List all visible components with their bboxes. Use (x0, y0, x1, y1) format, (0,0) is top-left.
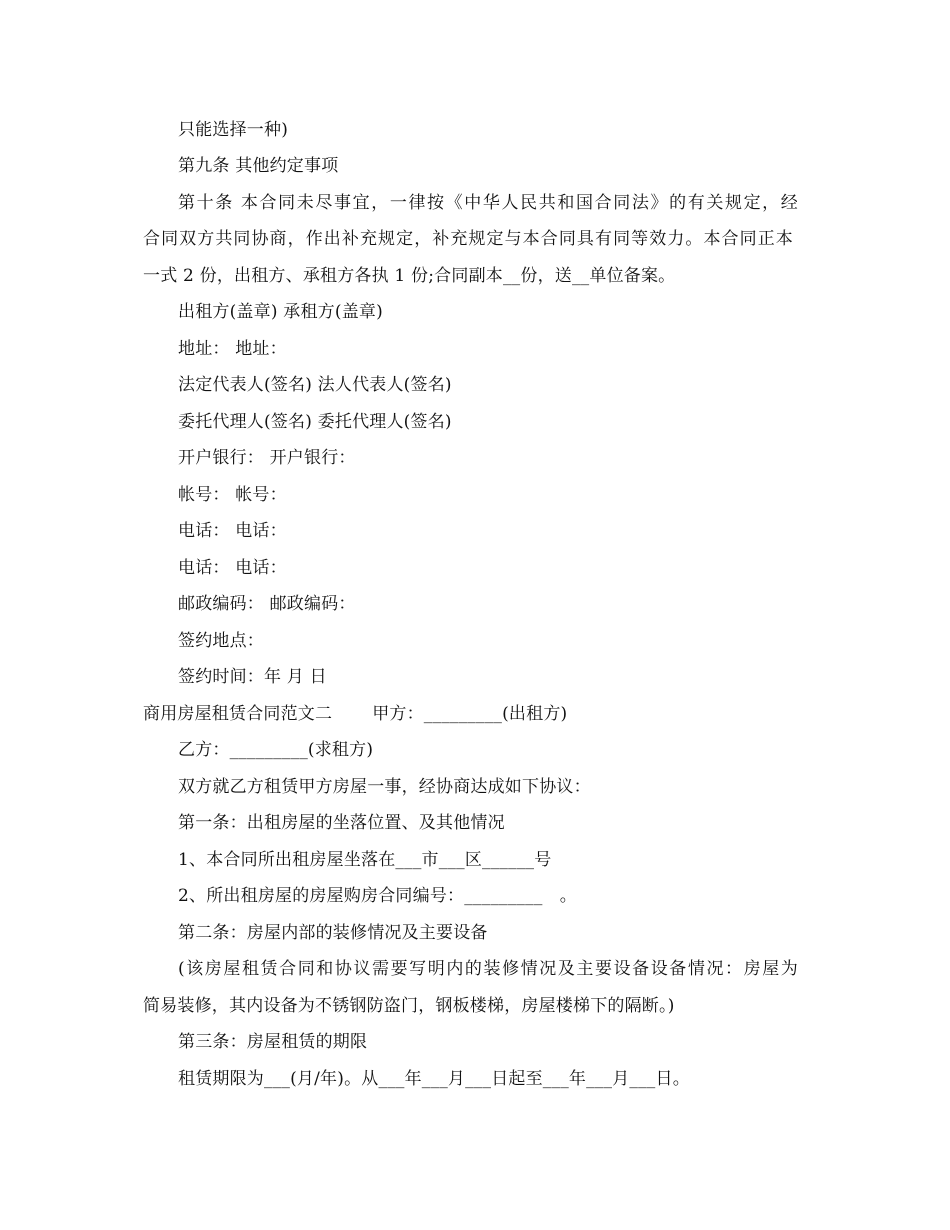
article-1-heading: 第一条：出租房屋的坐落位置、及其他情况 (178, 813, 505, 833)
paragraph-continuation: 简易装修，其内设备为不锈钢防盗门，钢板楼梯，房屋楼梯下的隔断。) (143, 996, 675, 1016)
bank-line: 开户银行： 开户银行： (178, 448, 356, 468)
article-2-heading: 第二条：房屋内部的装修情况及主要设备 (178, 923, 488, 943)
list-item: 1、本合同所出租房屋坐落在___市___区______号 (178, 850, 552, 870)
postal-code-line: 邮政编码： 邮政编码： (178, 594, 356, 614)
phone-line: 电话： 电话： (178, 521, 287, 541)
agreement-intro: 双方就乙方租赁甲方房屋一事，经协商达成如下协议： (178, 777, 591, 797)
signing-place-line: 签约地点： (178, 631, 264, 651)
address-line: 地址： 地址： (178, 339, 287, 359)
article-9-heading: 第九条 其他约定事项 (178, 156, 339, 176)
list-item: 2、所出租房屋的房屋购房合同编号：_________ 。 (178, 886, 577, 906)
lease-term-line: 租赁期限为___(月/年)。从___年___月___日起至___年___月___日。 (178, 1069, 690, 1089)
article-3-heading: 第三条：房屋租赁的期限 (178, 1032, 368, 1052)
phone-line: 电话： 电话： (178, 558, 287, 578)
party-b-line: 乙方：_________(求租方) (178, 740, 374, 760)
contract-title-line: 商用房屋租赁合同范文二 甲方：_________(出租方) (143, 704, 568, 724)
account-line: 帐号： 帐号： (178, 485, 287, 505)
text-line: 只能选择一种) (178, 120, 289, 140)
article-10-paragraph: 第十条 本合同未尽事宜，一律按《中华人民共和国合同法》的有关规定，经 (178, 193, 798, 213)
seal-line: 出租方(盖章) 承租方(盖章) (178, 302, 383, 322)
paragraph-continuation: 一式 2 份，出租方、承租方各执 1 份;合同副本__份，送__单位备案。 (143, 266, 676, 286)
agent-line: 委托代理人(签名) 委托代理人(签名) (178, 412, 452, 432)
article-2-paragraph: (该房屋租赁合同和协议需要写明内的装修情况及主要设备设备情况：房屋为 (178, 959, 798, 979)
paragraph-continuation: 合同双方共同协商，作出补充规定，补充规定与本合同具有同等效力。本合同正本 (143, 229, 793, 249)
signing-time-line: 签约时间：年 月 日 (178, 667, 327, 687)
legal-representative-line: 法定代表人(签名) 法人代表人(签名) (178, 375, 452, 395)
